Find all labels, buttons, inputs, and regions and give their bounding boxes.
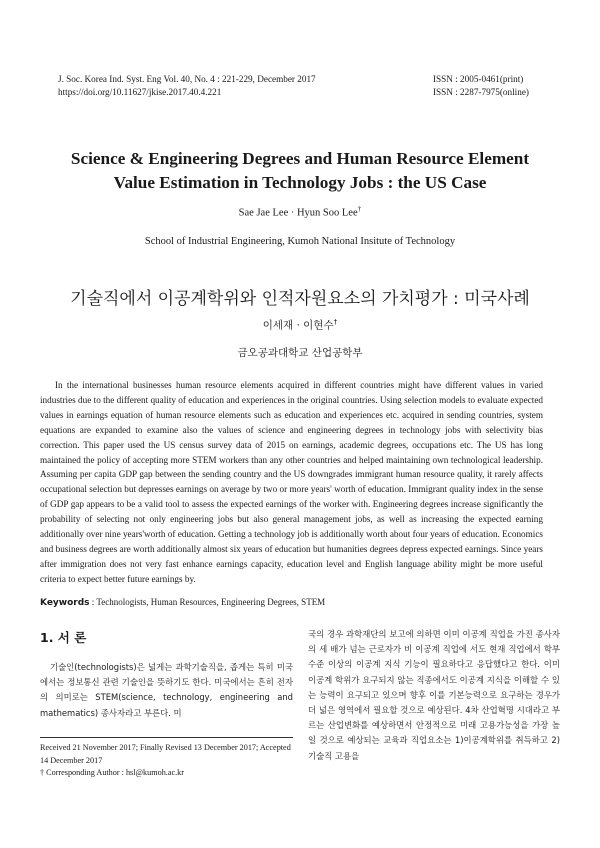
journal-citation: J. Soc. Korea Ind. Syst. Eng Vol. 40, No. 4 : 221-229, December 2017 xyxy=(58,74,316,84)
affiliation-en: School of Industrial Engineering, Kumoh National Insitute of Technology xyxy=(144,236,456,247)
corresponding-author: † Corresponding Author : hsl@kumoh.ac.kr xyxy=(40,768,184,777)
doi-link[interactable]: https://doi.org/10.11627/jkise.2017.40.4.221 xyxy=(58,87,222,97)
footnote-divider xyxy=(40,737,293,738)
intro-right-column: 국의 경우 과학재단의 보고에 의하면 이미 이공계 직업을 가진 종사자의 세 배가 넘는 근로자가 비 이공계 직업에 서도 현재 직업에서 학부수준 이상의 이공계 지식 기능이 필요하다고 응답했다고 한다. 이미 이공계 학위가 요구되지 않는 직종에서도 이공계 지식을 이해할 수 있는 능력이 요구되고 있으며 향후 이를 기본능력으로 요구하는 경우가 더 넓은 영역에서 필요할 것으로 예상된다. 4차 산업혁명 시대라고 부르는 산업변화를 예상하면서 안정적으로 미래 고용가능성을 가장 높일 것으로 예상되는 교육과 직업요소는 1)이공계학위를 취득하고 2)기술직 고용을 xyxy=(308,629,560,761)
affiliation-kr: 금오공과대학교 산업공학부 xyxy=(237,347,363,359)
intro-left-column: 기술인(technologists)은 넓게는 과학기술직을, 좁게는 특히 미국에서는 정보통신 관련 기술인을 뜻하기도 한다. 미국에서는 흔히 전자의 의미로는 STEM(science, technology, engineering and mathematics) 종사자라고 부른다. 미 xyxy=(40,662,293,718)
keywords-list: : Technologists, Human Resources, Engineering Degrees, STEM xyxy=(89,597,326,607)
authors-en-names: Sae Jae Lee · Hyun Soo Lee xyxy=(238,207,358,219)
keywords-label: Keywords xyxy=(40,598,90,608)
abstract: In the international businesses human resource elements acquired in different countries might have different values in varied industries due to the different quality of education and experiences in the original countries. Using selection models to evaluate expected values in earnings equation of human resource elements such as education and experiences etc. acquired in sending countries, system equations are expanded to examine also the values of science and engineering degrees in technology jobs with selectivity bias correction. This paper used the US census survey data of 2015 on earnings, academic degrees, occupations etc. The US has long maintained the policy of accepting more STEM workers than any other countries and helped maintaining own technological leadership. Assuming per capita GDP gap between the sending country and the US downgrades immigrant human resource quality, it rarely affects occupational selection but depresses earnings on average by two or more years' worth of education. Immigrant quality index in the sense of GDP gap appears to be a valid tool to assess the expected earnings of the worker with. Engineering degrees increase significantly the probability of selecting not only engineering jobs but also general management jobs, as well as increasing the expected earning additionally over nine years'worth of education. Getting a technology job is additionally worth about four years of education. Economics and business degrees are worth additionally almost six years of education but humanities degrees depress expected earnings. Since years after immigration does not very fast enhance earnings capacity, education level and English language ability might be more useful criteria to expect better future earnings by. xyxy=(40,380,543,584)
issn-print: ISSN : 2005-0461(print) xyxy=(433,74,524,84)
title-line-1: Science & Engineering Degrees and Human Resource Element xyxy=(70,149,530,168)
keywords xyxy=(40,597,325,608)
corresponding-mark: † xyxy=(357,204,362,213)
paper-title-kr: 기술직에서 이공계학위와 인적자원요소의 가치평가 : 미국사례 xyxy=(70,289,530,309)
authors-kr-names: 이세재 · 이현수 xyxy=(262,319,334,332)
paper-title-en xyxy=(40,147,560,195)
authors-kr xyxy=(0,317,600,333)
issn-online: ISSN : 2287-7975(online) xyxy=(433,87,529,97)
received-dates: Received 21 November 2017; Finally Revised 13 December 2017; Accepted 14 December 2017 xyxy=(40,743,291,765)
title-line-2: Value Estimation in Technology Jobs : the US Case xyxy=(113,173,487,192)
corresponding-mark-kr: † xyxy=(333,317,338,326)
authors-en xyxy=(0,204,600,219)
footnotes xyxy=(40,742,293,780)
section-title-introduction: 1. 서 론 xyxy=(40,630,87,645)
